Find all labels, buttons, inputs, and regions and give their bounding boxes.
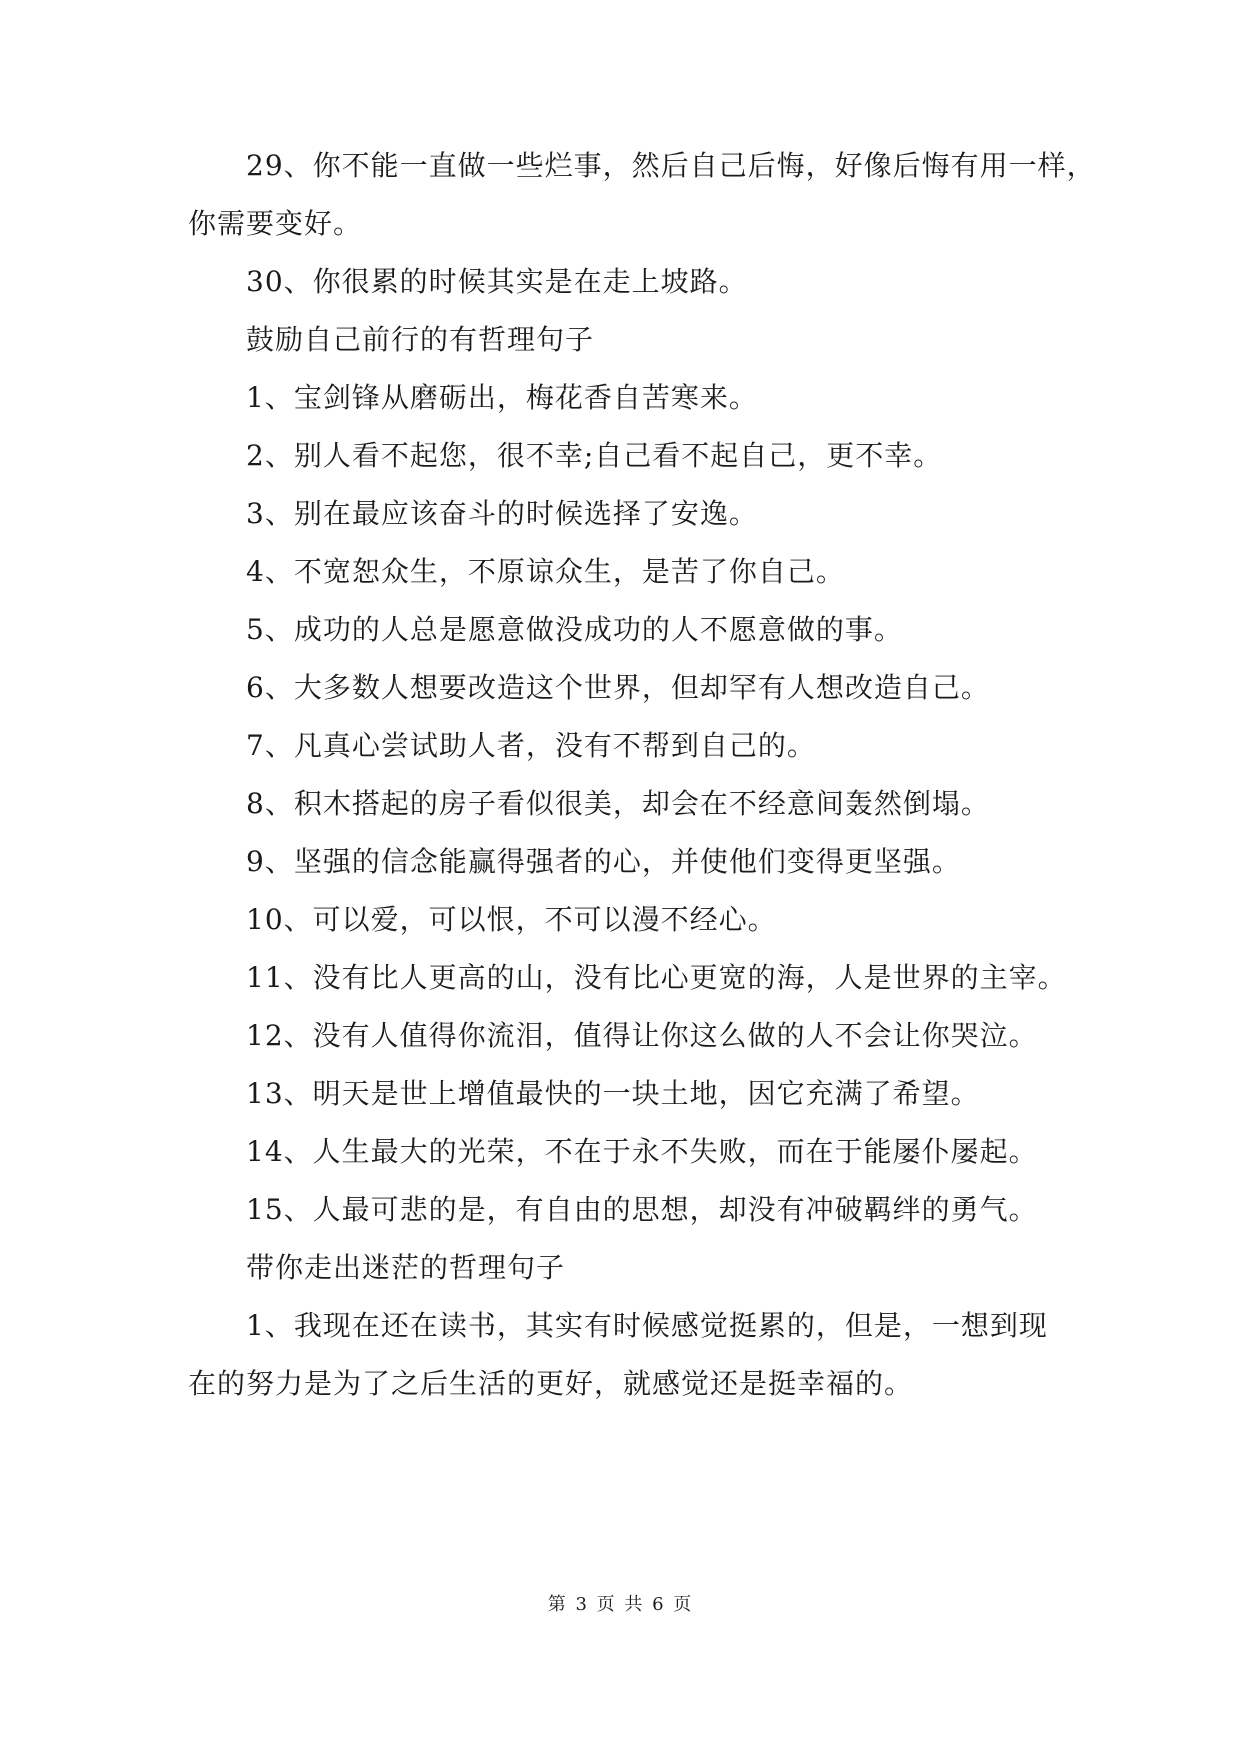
section-heading: 带你走出迷茫的哲理句子	[246, 1251, 566, 1284]
page-footer: 第 3 页 共 6 页	[547, 1594, 694, 1615]
paragraph-line: 6、大多数人想要改造这个世界，但却罕有人想改造自己。	[246, 671, 990, 704]
paragraph-line: 2、别人看不起您，很不幸;自己看不起自己，更不幸。	[246, 439, 943, 472]
paragraph-line: 8、积木搭起的房子看似很美，却会在不经意间轰然倒塌。	[246, 787, 990, 820]
paragraph-line: 你需要变好。	[188, 207, 363, 240]
paragraph-line: 5、成功的人总是愿意做没成功的人不愿意做的事。	[246, 613, 903, 646]
paragraph-line: 4、不宽恕众生，不原谅众生，是苦了你自己。	[246, 555, 845, 588]
paragraph-line: 7、凡真心尝试助人者，没有不帮到自己的。	[246, 729, 816, 762]
paragraph-line: 12、没有人值得你流泪，值得让你这么做的人不会让你哭泣。	[246, 1019, 1038, 1052]
paragraph-line: 15、人最可悲的是，有自由的思想，却没有冲破羁绊的勇气。	[246, 1193, 1038, 1226]
paragraph-line: 30、你很累的时候其实是在走上坡路。	[246, 265, 748, 298]
paragraph-line: 1、宝剑锋从磨砺出，梅花香自苦寒来。	[246, 381, 758, 414]
paragraph-line: 10、可以爱，可以恨，不可以漫不经心。	[246, 903, 777, 936]
paragraph-line: 29、你不能一直做一些烂事，然后自己后悔，好像后悔有用一样，	[246, 149, 1096, 182]
paragraph-line: 3、别在最应该奋斗的时候选择了安逸。	[246, 497, 758, 530]
paragraph-line: 9、坚强的信念能赢得强者的心，并使他们变得更坚强。	[246, 845, 961, 878]
paragraph-line: 1、我现在还在读书，其实有时候感觉挺累的，但是，一想到现	[246, 1309, 1048, 1342]
paragraph-line: 14、人生最大的光荣，不在于永不失败，而在于能屡仆屡起。	[246, 1135, 1038, 1168]
paragraph-line: 11、没有比人更高的山，没有比心更宽的海，人是世界的主宰。	[246, 961, 1067, 994]
section-heading: 鼓励自己前行的有哲理句子	[246, 323, 595, 356]
paragraph-line: 在的努力是为了之后生活的更好，就感觉还是挺幸福的。	[188, 1367, 914, 1400]
paragraph-line: 13、明天是世上增值最快的一块土地，因它充满了希望。	[246, 1077, 980, 1110]
